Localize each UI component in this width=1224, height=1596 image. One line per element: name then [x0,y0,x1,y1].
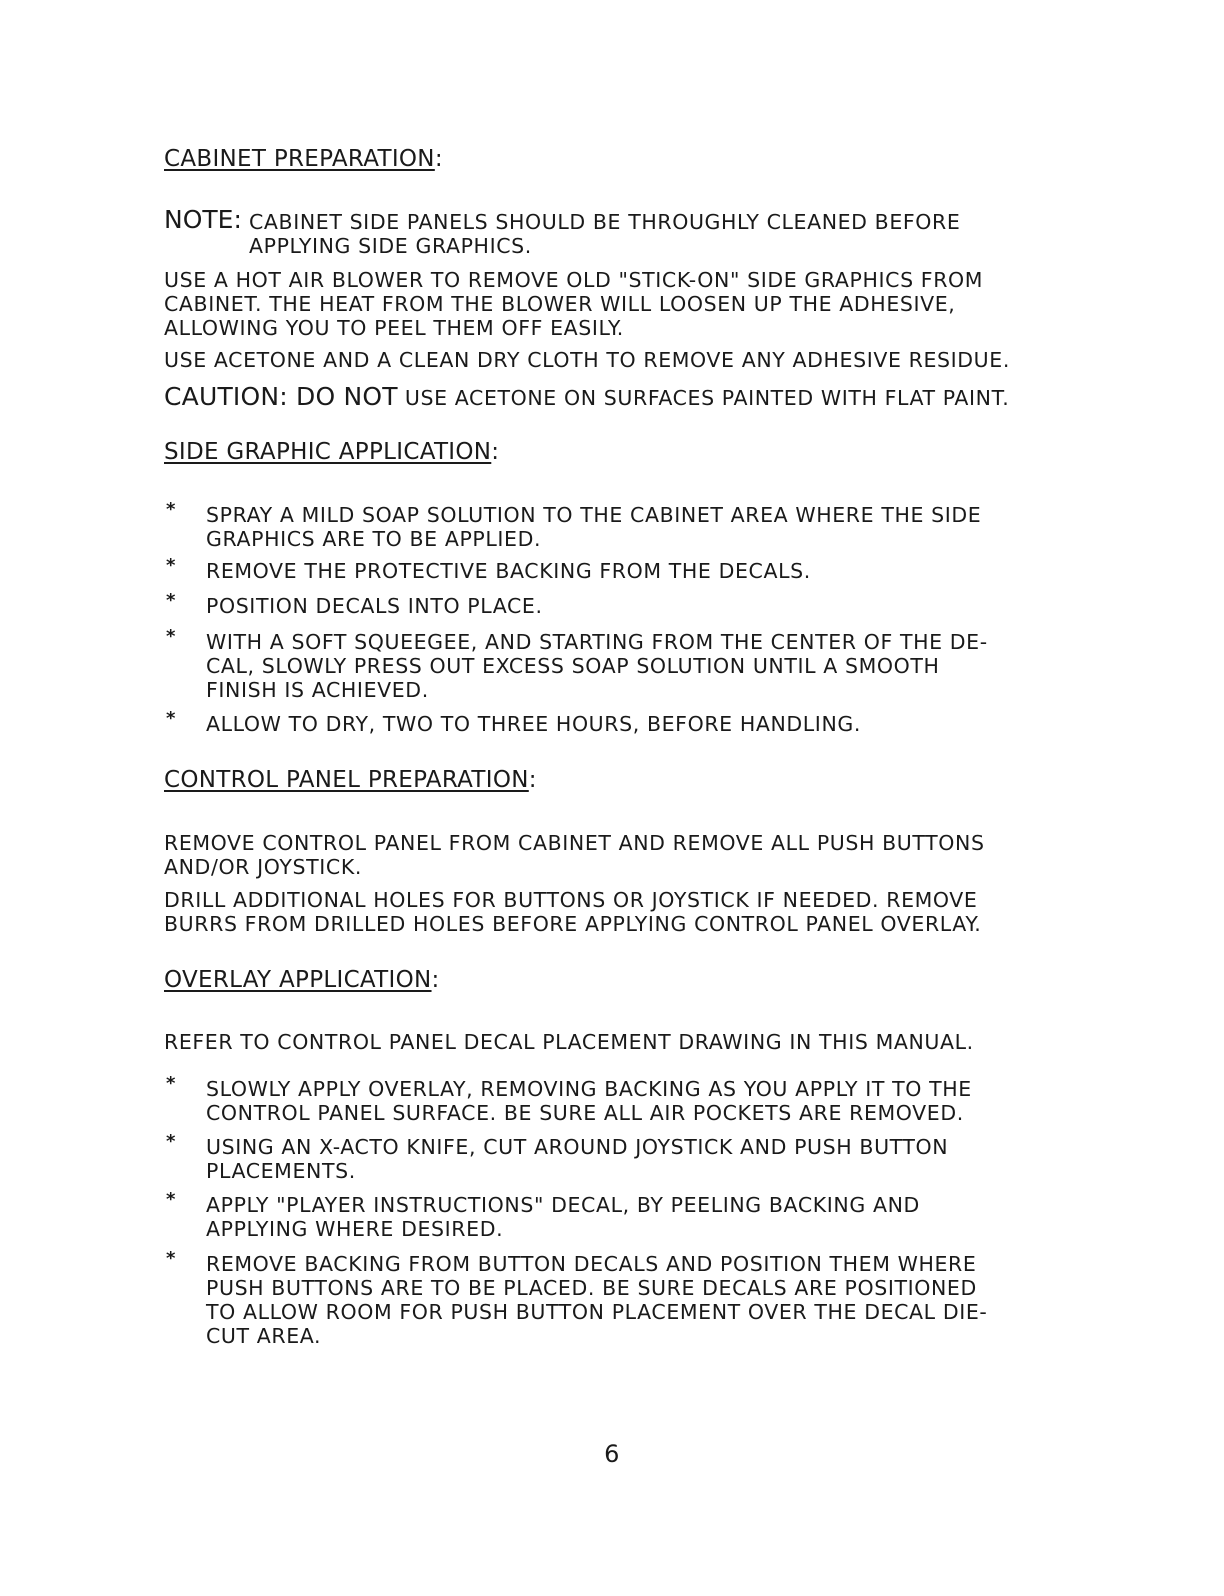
caution-label: CAUTION: DO NOT [164,382,398,411]
cabinet-preparation-heading-text: CABINET PREPARATION [164,146,435,172]
bullet-text: USING AN X-ACTO KNIFE, CUT AROUND JOYSTICK AND PUSH BUTTON PLACEMENTS. [206,1135,949,1183]
caution-paragraph [164,383,1074,412]
heading-colon: : [434,146,443,172]
overlay-application-heading [164,966,440,994]
note-label: NOTE: [164,205,242,234]
heading-colon: : [431,967,440,993]
drill-holes-paragraph: DRILL ADDITIONAL HOLES FOR BUTTONS OR JOYSTICK IF NEEDED. REMOVE BURRS FROM DRILLED HOLES BEFORE APPLYING CONTROL PANEL OVERLAY. [164,888,982,936]
side-graphic-heading-text: SIDE GRAPHIC APPLICATION [164,439,492,465]
remove-control-panel-paragraph: REMOVE CONTROL PANEL FROM CABINET AND REMOVE ALL PUSH BUTTONS AND/OR JOYSTICK. [164,831,985,879]
bullet-star: * [166,590,176,611]
bullet-text: POSITION DECALS INTO PLACE. [206,594,543,618]
bullet-text: REMOVE BACKING FROM BUTTON DECALS AND POSITION THEM WHERE PUSH BUTTONS ARE TO BE PLACED. BE SURE DECALS ARE POSITIONED TO ALLOW ROOM FOR PUSH BUTTON PLACEMENT OVER THE DECAL DIE- CUT AREA. [206,1252,988,1348]
bullet-star: * [166,1131,176,1152]
heading-colon: : [528,767,537,793]
bullet-text: WITH A SOFT SQUEEGEE, AND STARTING FROM THE CENTER OF THE DE- CAL, SLOWLY PRESS OUT EXCESS SOAP SOLUTION UNTIL A SMOOTH FINISH IS ACHIEVED. [206,630,988,702]
bullet-star: * [166,626,176,647]
bullet-star: * [166,1189,176,1210]
side-graphic-heading [164,438,499,466]
bullet-text: SLOWLY APPLY OVERLAY, REMOVING BACKING AS YOU APPLY IT TO THE CONTROL PANEL SURFACE. BE SURE ALL AIR POCKETS ARE REMOVED. [206,1077,972,1125]
page-number: 6 [604,1440,620,1468]
bullet-text: ALLOW TO DRY, TWO TO THREE HOURS, BEFORE HANDLING. [206,712,861,736]
bullet-text: APPLY "PLAYER INSTRUCTIONS" DECAL, BY PEELING BACKING AND APPLYING WHERE DESIRED. [206,1193,920,1241]
hot-air-blower-paragraph: USE A HOT AIR BLOWER TO REMOVE OLD "STICK-ON" SIDE GRAPHICS FROM CABINET. THE HEAT FROM THE BLOWER WILL LOOSEN UP THE ADHESIVE, ALLOWING YOU TO PEEL THEM OFF EASILY. [164,268,984,340]
acetone-paragraph: USE ACETONE AND A CLEAN DRY CLOTH TO REMOVE ANY ADHESIVE RESIDUE. [164,348,1010,372]
overlay-application-heading-text: OVERLAY APPLICATION [164,967,432,993]
bullet-text: SPRAY A MILD SOAP SOLUTION TO THE CABINET AREA WHERE THE SIDE GRAPHICS ARE TO BE APPLIED. [206,503,982,551]
caution-text: USE ACETONE ON SURFACES PAINTED WITH FLAT PAINT. [397,386,1010,410]
bullet-star: * [166,1073,176,1094]
control-panel-preparation-heading-text: CONTROL PANEL PREPARATION [164,767,529,793]
bullet-star: * [166,555,176,576]
cabinet-preparation-heading [164,145,443,173]
bullet-star: * [166,499,176,520]
bullet-text: REMOVE THE PROTECTIVE BACKING FROM THE DECALS. [206,559,811,583]
heading-colon: : [491,439,500,465]
control-panel-preparation-heading [164,766,537,794]
bullet-star: * [166,708,176,729]
note-text: CABINET SIDE PANELS SHOULD BE THROUGHLY CLEANED BEFORE APPLYING SIDE GRAPHICS. [249,210,961,258]
bullet-star: * [166,1248,176,1269]
overlay-intro-paragraph: REFER TO CONTROL PANEL DECAL PLACEMENT DRAWING IN THIS MANUAL. [164,1030,974,1054]
